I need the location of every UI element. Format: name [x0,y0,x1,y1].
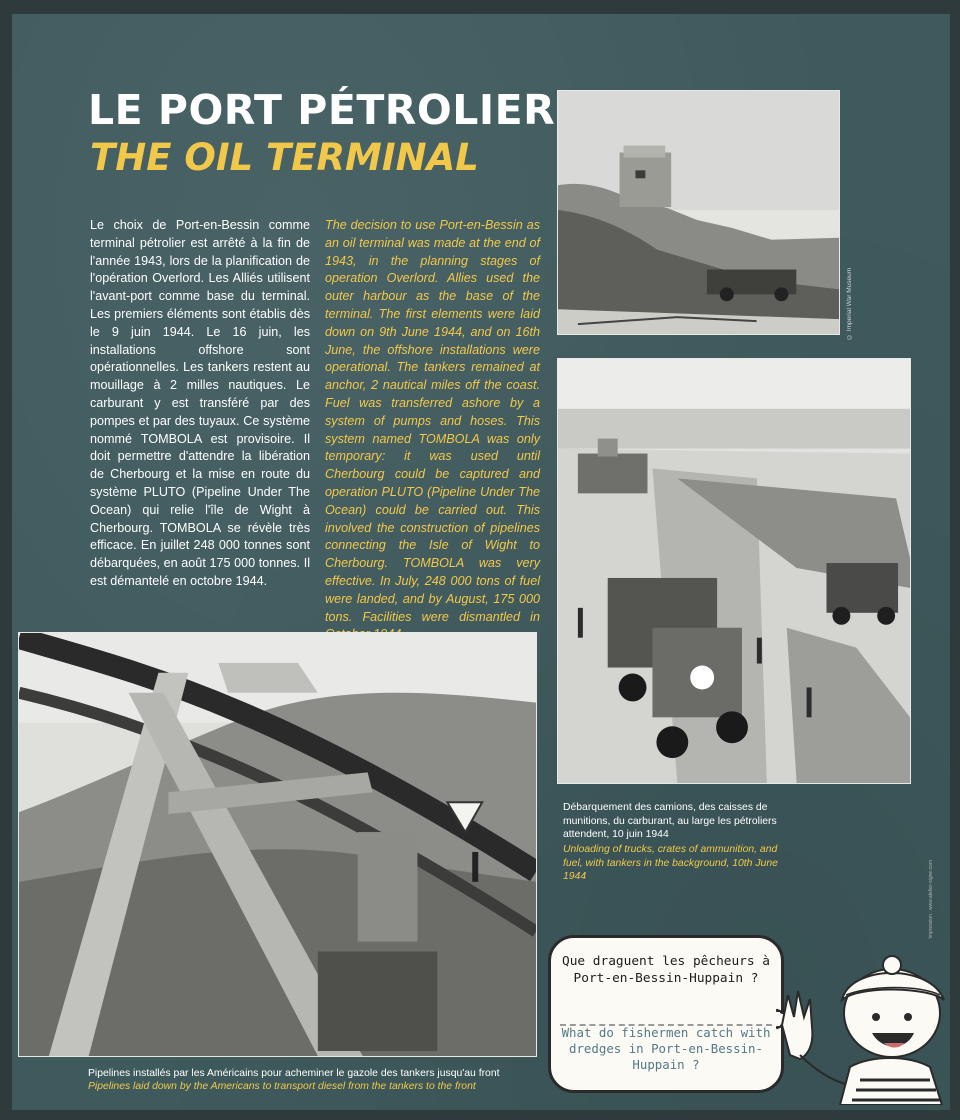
body-text-french: Le choix de Port-en-Bessin comme terminal pétrolier est arrêté à la fin de l'année 1943, lors de la planification de l'opération Overlord. Les Alliés utilisent l'avant-port comme base du terminal. Les premiers éléments sont établis dès le 9 juin 1944. Le 16 juin, les installations offshore sont opérationnelles. Les tankers restent au mouillage à 2 milles nautiques. Le carburant y est transféré par des pompes et par des tuyaux. Ce système nommé TOMBOLA est provisoire. Il doit permettre d'attendre la libération de Cherbourg et la mise en route du système PLUTO (Pipeline Under The Ocean) qui relie l'île de Wight à Cherbourg. TOMBOLA se révèle très efficace. En juillet 248 000 tonnes sont débarquées, en août 175 000 tonnes. Il est démantelé en octobre 1944. [90,218,310,588]
photo-credit: © Imperial War Museum [846,267,853,340]
question-english: What do fishermen catch with dredges in Port-en-Bessin-Huppain ? [561,1025,771,1072]
caption-pipelines-french: Pipelines installés par les Américains pour acheminer le gazole des tankers jusqu'au front [88,1068,500,1079]
photo-blockhouse [557,90,840,335]
mascot-sailor-illustration [780,955,955,1105]
body-text-english: The decision to use Port-en-Bessin as an oil terminal was made at the end of 1943, in the planning stages of operation Overlord. Allies used the outer harbour as the base of the terminal. The first elements were laid down on 9th June 1944, and on 16th June, the offshore installations were operational. The tankers remained at anchor, 2 nautical miles off the coast. Fuel was transferred ashore by a system of pumps and hoses. This system named TOMBOLA was only temporary: it was used until Cherbourg could be captured and operation PLUTO (Pipeline Under The Ocean) could be carried out. This involved the construction of pipelines connecting the Isle of Wight to Cherbourg. TOMBOLA was very effective. In July, 248 000 tons of fuel were landed, and by August, 175 000 tons. Facilities were dismantled in [325,218,540,624]
question-french: Que draguent les pêcheurs à Port-en-Bessin-Huppain ? [561,954,771,986]
caption-pipelines-english: Pipelines laid down by the Americans to transport diesel from the tankers to the front [88,1081,476,1092]
caption-unloading-english: Unloading of trucks, crates of ammunition, and fuel, with tankers in the background, 10th June 1944 [563,844,778,883]
caption-unloading-french: Débarquement des camions, des caisses de munitions, du carburant, au large les pétroliers attendent, 10 juin 1944 [563,802,777,841]
title-english: THE OIL TERMINAL [90,136,479,179]
title-french: LE PORT PÉTROLIER [88,86,556,134]
printer-credit: Impression : www.atelier-signe.com [928,860,934,939]
photo-pipelines [18,632,537,1057]
photo-unloading-trucks [557,358,911,784]
